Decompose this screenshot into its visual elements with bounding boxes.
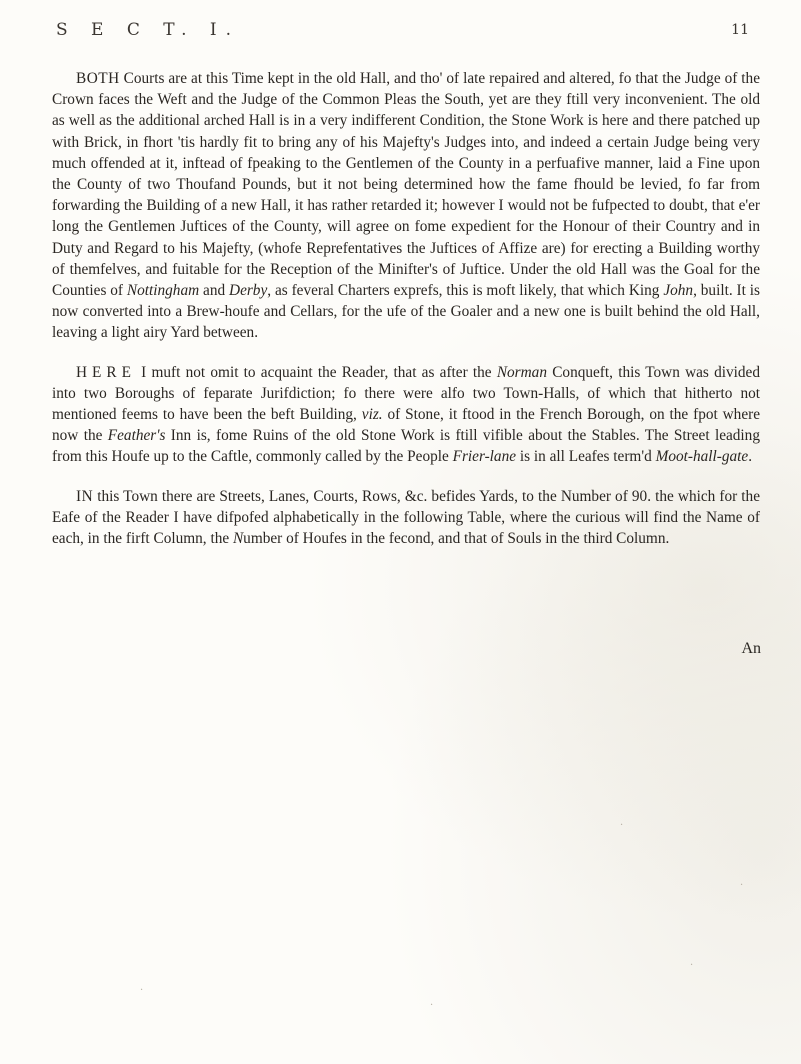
- italic-term: Norman: [496, 363, 547, 381]
- paper-speck: ·: [620, 820, 624, 831]
- paragraph-text: .: [748, 448, 753, 466]
- paper-speck: ·: [740, 880, 744, 891]
- italic-king-name: John: [663, 282, 694, 300]
- italic-street-name: Frier-lane: [452, 448, 517, 466]
- paragraph-text: umber of Houfes in the fecond, and that of Souls in the third Column.: [243, 530, 670, 548]
- paragraph-text: and: [199, 282, 230, 300]
- italic-term: viz.: [361, 406, 383, 424]
- italic-letter: N: [232, 530, 244, 548]
- paragraph-lead-word: BOTH: [76, 70, 120, 87]
- italic-inn-name: Feather's: [107, 427, 166, 445]
- paragraph-text: Courts are at this Time kept in the old Hall, and tho' of late repaired and altered, fo that the Judge of the Crown faces the Weft and the Judge of the Common Pleas the South, yet are they ftill very inconvenient. The old as well as the additional arched Hall is in a very indifferent Condition, the Stone Work is here and there patched up with Brick, in fhort 'tis hardly fit to bring any of his Majefty's Judges into, and indeed a certain Judge being very much offended at it, inftead of fpeaking to the Gentlemen of the County in a perfuafive manner, laid a Fine upon the County of two Thoufand Pounds, but it not being determined how the fame fhould be levied, fo far from forwarding the Building of a new Hall, it has rather retarded it; however I would not be fufpected to doubt, that e'er long the Gentlemen Juftices of the County, will agree on fome expedient for the Honour of their Country and in Duty and Regard to his Majefty, (whofe Reprefentatives the Juftices of Affize are) for erecting a Building worthy of themfelves, and fuitable for the Reception of the Minifter's of Juftice. Under the old Hall was the Goal for the Counties of: [52, 70, 760, 300]
- paragraph-text: , built. It is now converted into a Brew-houfe and Cellars, for the ufe of the Goaler and a new one is built behind the old Hall, leaving a light airy Yard between.: [52, 282, 760, 342]
- paragraph-text: this Town there are Streets, Lanes, Courts, Rows, &c. befides Yards, to the Number of 90. the which for the Eafe of the Reader I have difpofed alphabetically in the following Table, where the curious will find the Name of each, in the firft Column, the: [52, 487, 760, 548]
- page-number: 11: [731, 22, 749, 38]
- body-text: [52, 68, 760, 567]
- paragraph-courts: [52, 68, 760, 344]
- page-header: [56, 20, 749, 54]
- italic-street-name: Moot-hall-gate: [655, 448, 749, 466]
- paragraph-text: is in all Leafes term'd: [516, 448, 656, 466]
- paper-speck: ·: [690, 960, 694, 971]
- section-label: S E C T. I.: [56, 20, 241, 40]
- paragraph-text: of Stone, it ftood in the French Borough, on the fpot where now the: [52, 406, 761, 445]
- paragraph-text: , as feveral Charters exprefs, this is moft likely, that which King: [267, 282, 664, 300]
- paragraph-lead-word: HERE: [76, 363, 136, 381]
- paragraph-boroughs: [52, 362, 760, 468]
- paper-speck: ·: [140, 985, 144, 996]
- italic-place-name: Derby: [229, 282, 268, 300]
- paragraph-text: Inn is, fome Ruins of the old Stone Work is ftill vifible about the Stables. The Street leading from this Houfe up to the Caftle, commonly called by the People: [52, 427, 760, 466]
- paragraph-text: I muft not omit to acquaint the Reader, that as after the: [135, 363, 497, 381]
- paragraph-lead-word: IN: [76, 487, 94, 505]
- paragraph-text: Conqueft, this Town was divided into two Boroughs of feparate Jurifdiction; fo there were alfo two Town-Halls, of which that hitherto not mentioned feems to have been the beft Building,: [52, 363, 760, 424]
- italic-place-name: Nottingham: [126, 282, 200, 300]
- catchword: An: [741, 640, 761, 657]
- paper-speck: ·: [430, 1000, 434, 1011]
- paragraph-streets: [52, 486, 760, 550]
